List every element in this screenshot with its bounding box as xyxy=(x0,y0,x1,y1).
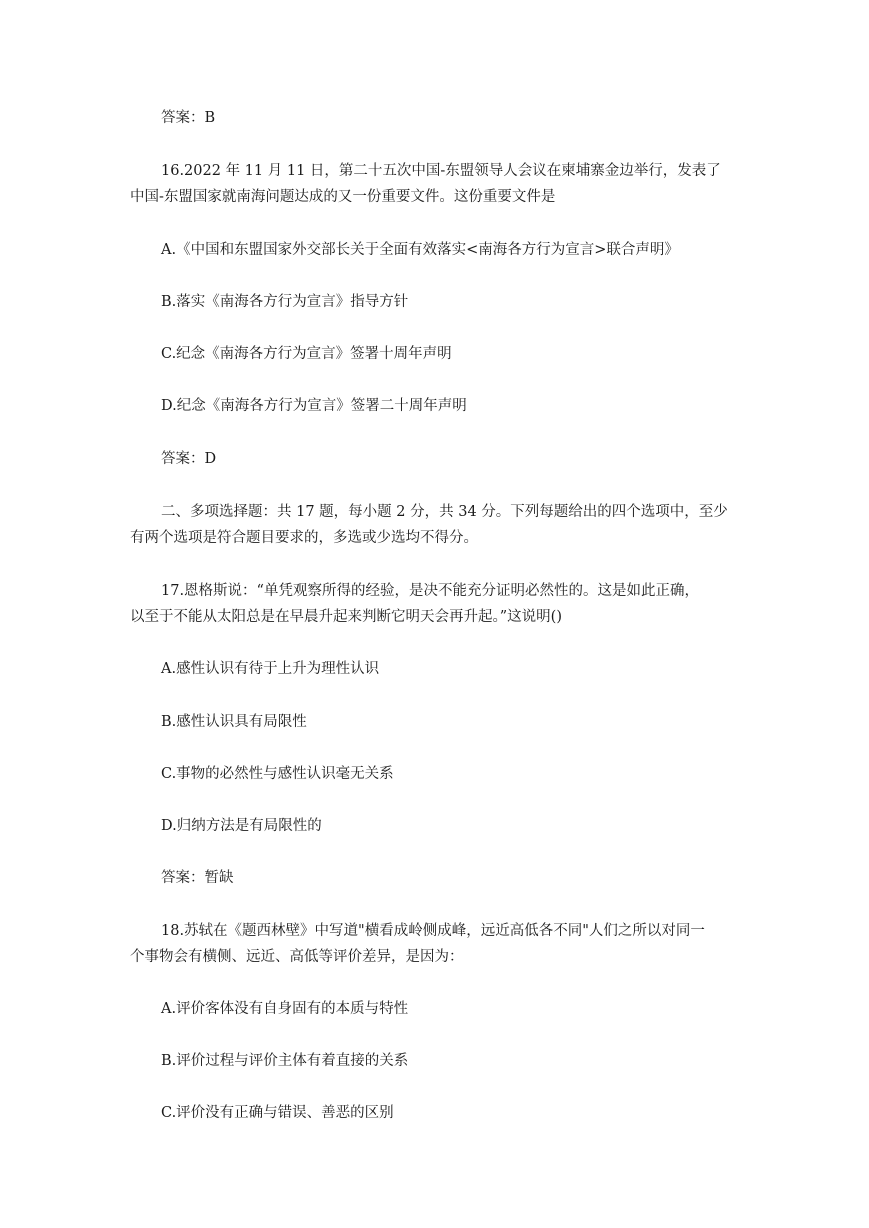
question-16-line-1: 16.2022 年 11 月 11 日，第二十五次中国-东盟领导人会议在柬埔寨金边举行，发表了 xyxy=(161,163,721,179)
option-c: C.纪念《南海各方行为宣言》签署十周年声明 xyxy=(161,346,452,362)
option-d: D.归纳方法是有局限性的 xyxy=(161,818,322,834)
question-16-line-2: 中国-东盟国家就南海问题达成的又一份重要文件。这份重要文件是 xyxy=(130,189,556,205)
option-c: C.事物的必然性与感性认识毫无关系 xyxy=(161,766,394,782)
option-d: D.纪念《南海各方行为宣言》签署二十周年声明 xyxy=(161,398,467,414)
answer-line: 答案：暂缺 xyxy=(161,870,234,886)
option-b: B.感性认识具有局限性 xyxy=(161,714,307,730)
option-a: A.《中国和东盟国家外交部长关于全面有效落实<南海各方行为宣言>联合声明》 xyxy=(161,242,679,258)
option-a: A.感性认识有待于上升为理性认识 xyxy=(161,661,380,677)
answer-line: 答案：D xyxy=(161,451,217,467)
option-b: B.评价过程与评价主体有着直接的关系 xyxy=(161,1053,409,1069)
question-18-line-1: 18.苏轼在《题西林壁》中写道"横看成岭侧成峰，远近高低各不同"人们之所以对同一 xyxy=(161,923,705,939)
option-a: A.评价客体没有自身固有的本质与特性 xyxy=(161,1001,409,1017)
option-c: C.评价没有正确与错误、善恶的区别 xyxy=(161,1105,394,1121)
question-17-line-1: 17.恩格斯说：“单凭观察所得的经验，是决不能充分证明必然性的。这是如此正确， xyxy=(161,583,699,599)
question-17-line-2: 以至于不能从太阳总是在早晨升起来判断它明天会再升起。”这说明() xyxy=(130,609,562,625)
answer-line: 答案：B xyxy=(161,110,216,126)
question-18-line-2: 个事物会有横侧、远近、高低等评价差异，是因为： xyxy=(130,949,464,965)
section-heading-line-2: 有两个选项是符合题目要求的，多选或少选均不得分。 xyxy=(130,530,478,546)
option-b: B.落实《南海各方行为宣言》指导方针 xyxy=(161,294,409,310)
section-heading-line-1: 二、多项选择题：共 17 题，每小题 2 分，共 34 分。下列每题给出的四个选项中，至少 xyxy=(161,504,728,520)
